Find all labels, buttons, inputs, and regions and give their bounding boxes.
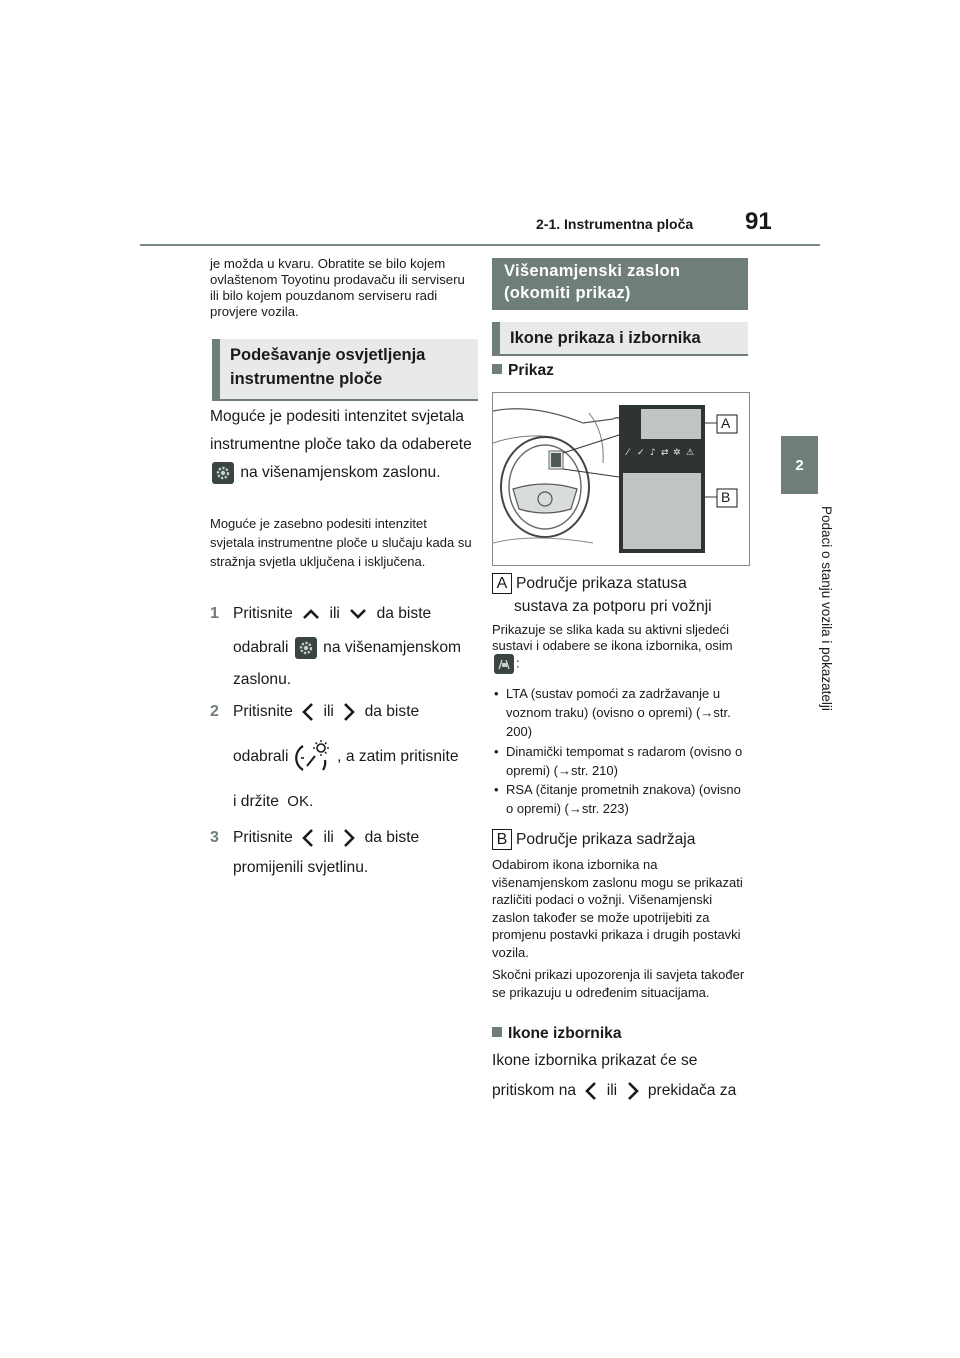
chevron-left-icon [301, 827, 315, 849]
figure-label-b: B [721, 489, 731, 505]
chevron-left-icon [584, 1080, 598, 1102]
svg-text:⇄: ⇄ [661, 448, 669, 458]
step-3: 3 Pritisnite ili da biste promijenili svjetlinu. [210, 824, 472, 882]
step-2: 2 Pritisnite ili da biste odabrali , a zatim pritisnite i držite OK. [210, 698, 472, 816]
section-a-text: Prikazuje se slika kada su aktivni sljedeći sustavi i odabere se ikona izbornika, osim : [492, 622, 750, 674]
display-illustration [492, 392, 750, 566]
ok-button-label: OK [287, 793, 309, 810]
section-label: 2-1. Instrumentna ploča [536, 216, 694, 232]
chapter-title: Podaci o stanju vozila i pokazatelji [819, 506, 834, 711]
square-bullet-icon [492, 364, 502, 374]
figure-label-a: A [721, 415, 731, 431]
subhead-prikaz: Prikaz [492, 362, 554, 380]
svg-text:✲: ✲ [673, 448, 681, 458]
brightness-paragraph: Moguće je podesiti intenzitet svjetala instrumentne ploče tako da odaberete na višenamjenskom zaslonu. [210, 403, 472, 487]
chevron-right-icon [342, 701, 356, 723]
list-item: • RSA (čitanje prometnih znakova) (ovisno o opremi) (→str. 223) [492, 780, 750, 818]
gear-icon [212, 462, 234, 484]
heading-multi-display: Višenamjenski zaslon (okomiti prikaz) [492, 258, 748, 310]
intro-paragraph: je možda u kvaru. Obratite se bilo kojem ovlaštenom Toyotinu prodavaču ili serviseru ili bilo kojem pouzdanom serviseru radi provjere vozila. [210, 256, 465, 319]
gear-icon [295, 637, 317, 659]
system-list [492, 684, 750, 818]
page-number: 91 [745, 208, 772, 235]
heading-brightness: Podešavanje osvjetljenja instrumentne ploče [212, 339, 478, 401]
square-bullet-icon [492, 1027, 502, 1037]
menu-icons-text: Ikone izbornika prikazat će se pritiskom na ili prekidača za [492, 1046, 750, 1106]
section-a-title: A Područje prikaza statusa sustava za potporu pri vožnji [492, 572, 750, 618]
chevron-up-icon [301, 607, 321, 621]
driver-assist-icon [494, 654, 514, 674]
section-b-title: B Područje prikaza sadržaja [492, 826, 750, 854]
chevron-right-icon [342, 827, 356, 849]
chevron-down-icon [348, 607, 368, 621]
svg-text:⁄: ⁄ [627, 448, 629, 458]
header-rule [140, 244, 820, 246]
subhead-ikone: Ikone izbornika [492, 1025, 622, 1043]
svg-text:⚠: ⚠ [686, 448, 695, 458]
section-b-text-2: Skočni prikazi upozorenja ili savjeta također se prikazuju u određenim situacijama. [492, 967, 745, 1000]
step-1: 1 Pritisnite ili da biste odabrali na višenamjenskom zaslonu. [210, 605, 461, 688]
label-b: B [492, 829, 512, 850]
svg-text:♪: ♪ [650, 448, 656, 458]
list-item: • LTA (sustav pomoći za zadržavanje u voznom traku) (ovisno o opremi) (→str. 200) [492, 684, 750, 742]
section-b-text-1: Odabirom ikona izbornika na višenamjenskom zaslonu mogu se prikazati različiti podaci o vožnji. Višenamjenski zaslon također se može upotrijebiti za promjenu postavki prikaza i drugih postavki vozila. [492, 857, 743, 960]
chapter-tab[interactable]: 2 [781, 436, 818, 494]
chevron-left-icon [301, 701, 315, 723]
chevron-right-icon [626, 1080, 640, 1102]
svg-text:✓: ✓ [637, 448, 645, 458]
brightness-icon [293, 738, 333, 776]
list-item: • Dinamički tempomat s radarom (ovisno o opremi) (→str. 210) [492, 742, 750, 780]
brightness-note: Moguće je zasebno podesiti intenzitet svjetala instrumentne ploče u slučaju kada su stražnja svjetla uključena i isključena. [210, 516, 472, 569]
label-a: A [492, 573, 512, 594]
heading-icons: Ikone prikaza i izbornika [492, 322, 748, 356]
